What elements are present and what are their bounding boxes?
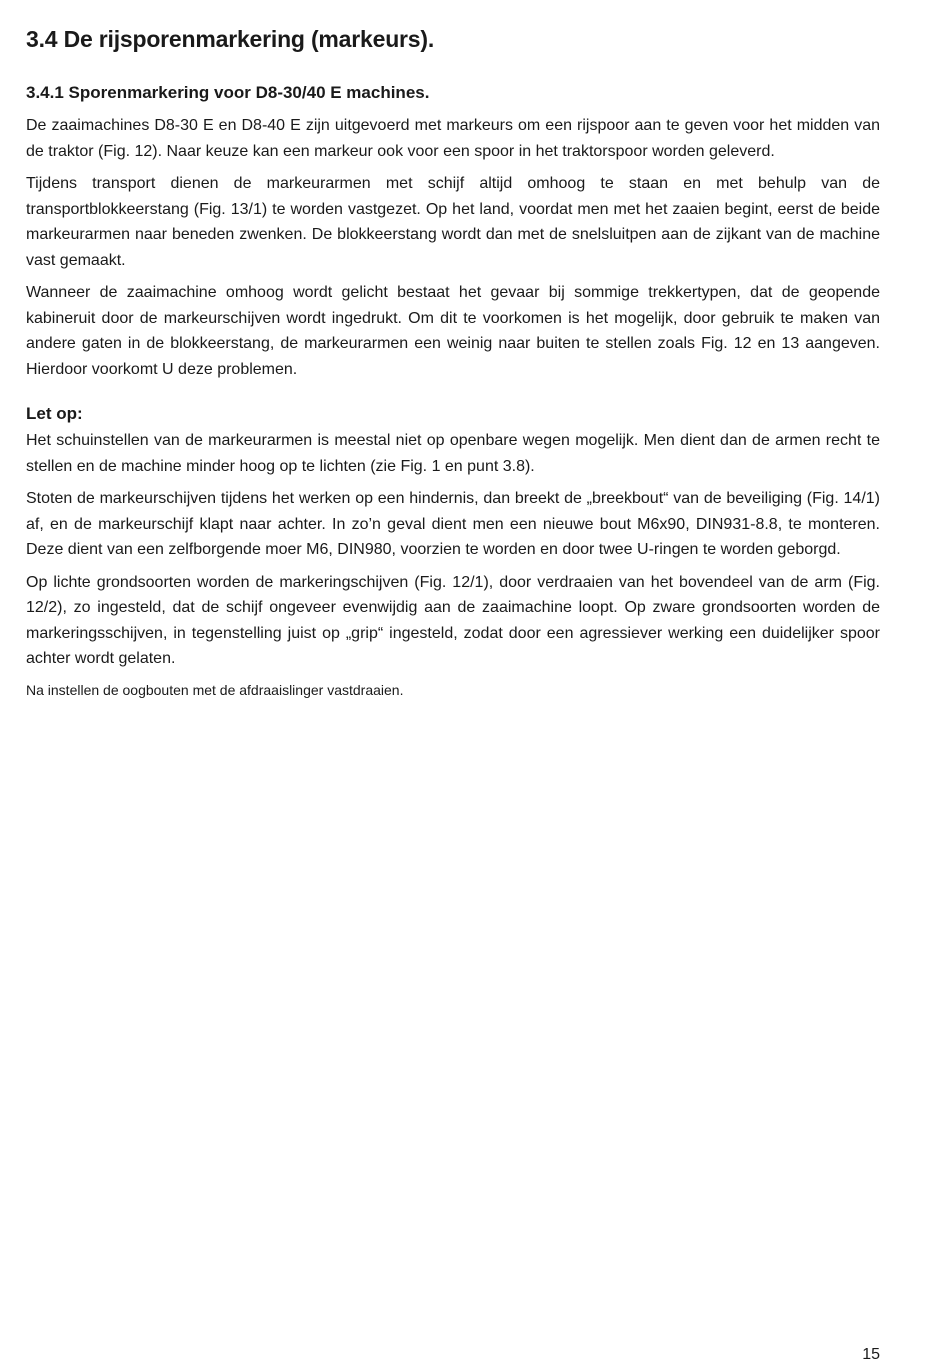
subsection-title: 3.4.1 Sporenmarkering voor D8-30/40 E machines. — [26, 83, 430, 102]
note-heading: Let op: — [26, 404, 83, 423]
paragraph-cabin-window: Wanneer de zaaimachine omhoog wordt gelicht bestaat het gevaar bij sommige trekkertypen, dat de geopende kabineruit door de markeurschijven wordt ingedrukt. Om dit te voorkomen is het mogelijk, door gebruik te maken van andere gaten in de blokkeerstang, de markeurarmen een weinig naar buiten te stellen zoals Fig. 12 en 13 aangeven. Hierdoor voorkomt U deze problemen. — [26, 284, 880, 378]
page-number: 15 — [862, 1346, 880, 1363]
note-paragraph-soil-types: Op lichte grondsoorten worden de markeringschijven (Fig. 12/1), door verdraaien van het bovendeel van de arm (Fig. 12/2), zo ingesteld, dat de schijf ongeveer evenwijdig aan de zaaimachine loopt. Op zware grondsoorten worden de markeringsschijven, in tegenstelling juist op „grip“ ingesteld, zodat door een agressiever werking een duidelijker spoor achter wordt gelaten. — [26, 573, 880, 667]
final-note: Na instellen de oogbouten met de afdraaislinger vastdraaien. — [26, 681, 404, 698]
note-paragraph-shear-bolt: Stoten de markeurschijven tijdens het werken op een hindernis, dan breekt de „breekbout“ van de beveiliging (Fig. 14/1) af, en de markeurschijf klapt naar achter. In zo’n geval dient men een nieuwe bout M6x90, DIN931-8.8, te monteren. Deze dient van een zelfborgende moer M6, DIN980, voorzien te worden en door twee U-ringen te worden geborgd. — [26, 490, 880, 558]
section-title: 3.4 De rijsporenmarkering (markeurs). — [26, 26, 435, 52]
note-paragraph-public-roads: Het schuinstellen van de markeurarmen is meestal niet op openbare wegen mogelijk. Men dient dan de armen recht te stellen en de machine minder hoog op te lichten (zie Fig. 1 en punt 3.8). — [26, 432, 880, 475]
paragraph-transport: Tijdens transport dienen de markeurarmen met schijf altijd omhoog te staan en met behulp van de transportblokkeerstang (Fig. 13/1) te worden vastgezet. Op het land, voordat men met het zaaien begint, eerst de beide markeurarmen naar beneden zwenken. De blokkeerstang wordt dan met de snelsluitpen aan de zijkant van de machine vast gemaakt. — [26, 175, 880, 269]
body-text — [26, 113, 880, 708]
paragraph-intro: De zaaimachines D8-30 E en D8-40 E zijn uitgevoerd met markeurs om een rijspoor aan te geven voor het midden van de traktor (Fig. 12). Naar keuze kan een markeur ook voor een spoor in het traktorspoor worden geleverd. — [26, 117, 880, 160]
